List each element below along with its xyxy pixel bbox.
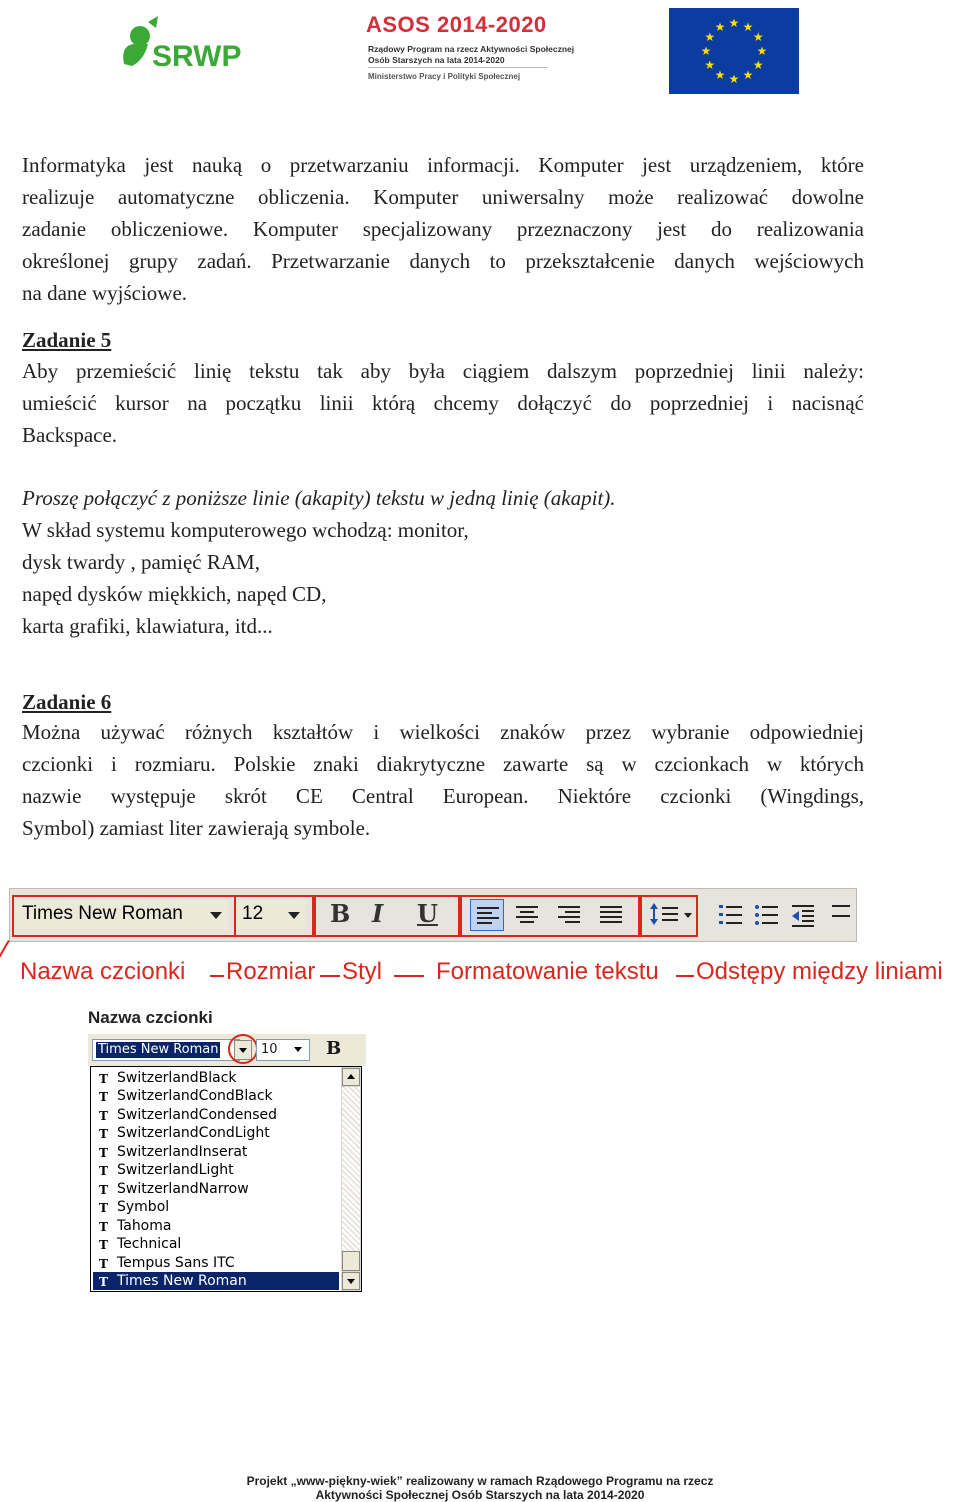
scroll-thumb[interactable] xyxy=(342,1251,360,1271)
exercise-line: dysk twardy , pamięć RAM, xyxy=(22,550,260,574)
font-size-select[interactable]: 10 xyxy=(256,1039,310,1061)
truetype-icon: T xyxy=(99,1109,108,1123)
intro-paragraph xyxy=(22,149,864,309)
truetype-icon: T xyxy=(99,1220,108,1234)
asos-line2: Osób Starszych na lata 2014-2020 xyxy=(368,55,505,65)
task5-line: Aby przemieścić linię tekstu tak aby była ciągiem dalszym poprzedniej linii należy: xyxy=(22,359,864,383)
caption-size: Rozmiar xyxy=(226,958,316,985)
intro-line: zadanie obliczeniowe. Komputer specjalizowany przeznaczony jest do realizowania xyxy=(22,217,864,241)
task5-line: Backspace. xyxy=(22,423,118,447)
font-name-select[interactable]: Times New Roman xyxy=(16,900,228,930)
callout-line xyxy=(0,940,10,964)
eu-star: ★ xyxy=(700,44,712,58)
font-list-item[interactable]: T SwitzerlandCondensed xyxy=(99,1107,278,1123)
bold-button[interactable]: B xyxy=(326,1038,342,1059)
underline-button[interactable]: U xyxy=(417,899,438,928)
eu-star: ★ xyxy=(704,30,716,44)
font-list-item[interactable]: T SwitzerlandBlack xyxy=(99,1070,237,1086)
eu-star: ★ xyxy=(714,19,726,34)
bulleted-list-icon xyxy=(752,899,782,931)
caption-style: Styl xyxy=(342,958,383,985)
truetype-icon: T xyxy=(99,1127,108,1141)
truetype-icon: T xyxy=(99,1275,108,1289)
intro-line: Informatyka jest nauką o przetwarzaniu informacji. Komputer jest urządzeniem, które xyxy=(22,153,864,177)
truetype-icon: T xyxy=(99,1164,108,1178)
instruction-line: Proszę połączyć z poniższe linie (akapity) tekstu w jedną linię (akapit). xyxy=(22,486,616,510)
truetype-icon: T xyxy=(99,1146,108,1160)
bulleted-list-button[interactable] xyxy=(752,899,782,936)
increase-indent-icon xyxy=(828,899,852,931)
font-name-highlight xyxy=(12,895,236,937)
callout-line xyxy=(394,975,424,977)
dropdown-caption: Nazwa czcionki xyxy=(88,1008,213,1027)
eu-star: ★ xyxy=(728,16,740,30)
footer-line2: Aktywności Społecznej Osób Starszych na lata 2014-2020 xyxy=(315,1488,645,1502)
font-list-item[interactable]: T Tempus Sans ITC xyxy=(99,1255,235,1271)
callout-line xyxy=(320,975,340,977)
formatting-toolbar-image xyxy=(9,888,857,942)
truetype-icon: T xyxy=(99,1201,108,1215)
truetype-icon: T xyxy=(99,1257,108,1271)
truetype-icon: T xyxy=(99,1238,108,1252)
formatting-highlight xyxy=(460,895,640,937)
eu-star: ★ xyxy=(752,30,764,44)
font-list-item[interactable]: T Tahoma xyxy=(99,1218,172,1234)
srwp-logo-text: SRWP xyxy=(152,40,242,73)
font-list-item[interactable]: T SwitzerlandCondLight xyxy=(99,1125,270,1141)
eu-star: ★ xyxy=(756,44,768,58)
line-spacing-highlight xyxy=(640,895,698,937)
truetype-icon: T xyxy=(99,1183,108,1197)
eu-star: ★ xyxy=(742,68,754,83)
caption-line-spacing: Odstępy między liniami xyxy=(696,958,943,985)
task6-paragraph xyxy=(22,716,864,844)
italic-button[interactable]: I xyxy=(372,899,384,928)
eu-star: ★ xyxy=(714,68,726,83)
task5-line: umieścić kursor na początku linii którą chcemy dołączyć do poprzedniej i nacisnąć xyxy=(22,391,864,415)
scrollbar[interactable] xyxy=(341,1067,361,1291)
task6-line: Można używać różnych kształtów i wielkości znaków przez wybranie odpowiedniej xyxy=(22,720,864,744)
font-size-highlight xyxy=(234,895,314,937)
asos-line1: Rządowy Program na rzecz Aktywności Społecznej xyxy=(368,44,575,54)
eu-star: ★ xyxy=(742,19,754,34)
intro-line: realizuje automatyczne obliczenia. Komputer uniwersalny może realizować dowolne xyxy=(22,185,864,209)
callout-line xyxy=(210,975,224,977)
asos-line3: Ministerstwo Pracy i Polityki Społecznej xyxy=(368,72,521,81)
selected-font-text: Times New Roman xyxy=(98,1042,219,1057)
asos-logo xyxy=(366,12,575,84)
task5-exercise xyxy=(22,514,864,642)
intro-line: określonej grupy zadań. Przetwarzanie danych to przekształcenie danych wejściowych xyxy=(22,249,864,273)
scroll-track[interactable] xyxy=(342,1087,360,1251)
caption-font-name: Nazwa czcionki xyxy=(20,958,186,985)
font-list-item[interactable]: T Technical xyxy=(99,1236,182,1252)
exercise-line: napęd dysków miękkich, napęd CD, xyxy=(22,582,327,606)
increase-indent-button[interactable] xyxy=(828,899,852,936)
eu-stars xyxy=(669,8,799,94)
caption-formatting: Formatowanie tekstu xyxy=(436,958,659,985)
font-name-select[interactable] xyxy=(92,1039,240,1061)
font-list xyxy=(90,1066,362,1292)
task6-heading: Zadanie 6 xyxy=(22,690,112,714)
asos-title: ASOS 2014-2020 xyxy=(366,12,547,37)
task6-line: nazwie występuje skrót CE Central European. Niektóre czcionki (Wingdings, xyxy=(22,784,864,808)
task5-instruction xyxy=(22,482,864,514)
font-list-item[interactable]: T Symbol xyxy=(99,1199,170,1215)
font-dropdown-image xyxy=(88,1034,366,1294)
highlight-circle xyxy=(228,1034,258,1064)
bold-button[interactable]: B xyxy=(330,899,351,928)
eu-star: ★ xyxy=(728,72,740,86)
decrease-indent-icon xyxy=(788,899,822,931)
font-size-select[interactable]: 12 xyxy=(236,900,306,930)
truetype-icon: T xyxy=(99,1090,108,1104)
eu-star: ★ xyxy=(752,58,764,72)
font-list-item[interactable]: T SwitzerlandNarrow xyxy=(99,1181,249,1197)
callout-line xyxy=(676,975,694,977)
eu-flag-icon xyxy=(669,8,799,94)
numbered-list-icon xyxy=(716,899,746,931)
footer-line1: Projekt „www-piękny-wiek” realizowany w ramach Rządowego Programu na rzecz xyxy=(246,1474,714,1488)
chevron-down-icon[interactable] xyxy=(294,1047,302,1052)
scroll-down-button[interactable] xyxy=(342,1272,360,1290)
eu-star: ★ xyxy=(704,58,716,72)
exercise-line: karta grafiki, klawiatura, itd... xyxy=(22,614,273,638)
font-list-item[interactable]: T SwitzerlandLight xyxy=(99,1162,234,1178)
style-highlight xyxy=(314,895,460,937)
scroll-up-button[interactable] xyxy=(342,1068,360,1086)
font-list-item[interactable]: T SwitzerlandInserat xyxy=(99,1144,248,1160)
truetype-icon: T xyxy=(99,1072,108,1086)
task6-line: czcionki i rozmiaru. Polskie znaki diakrytyczne zawarte są w czcionkach w których xyxy=(22,752,864,776)
numbered-list-button[interactable] xyxy=(716,899,746,936)
decrease-indent-button[interactable] xyxy=(788,899,822,936)
chevron-up-icon xyxy=(347,1074,355,1079)
srwp-logo xyxy=(118,14,242,76)
srwp-logo-graphic xyxy=(118,14,242,76)
exercise-line: W skład systemu komputerowego wchodzą: monitor, xyxy=(22,518,469,542)
task6-line: Symbol) zamiast liter zawierają symbole. xyxy=(22,816,371,840)
intro-line: na dane wyjściowe. xyxy=(22,281,188,305)
font-list-item-selected[interactable]: T Times New Roman xyxy=(93,1272,339,1290)
font-list-item[interactable]: T SwitzerlandCondBlack xyxy=(99,1088,273,1104)
chevron-down-icon xyxy=(347,1279,355,1284)
asos-divider xyxy=(368,67,548,68)
task5-heading: Zadanie 5 xyxy=(22,328,112,352)
task5-paragraph xyxy=(22,355,864,451)
